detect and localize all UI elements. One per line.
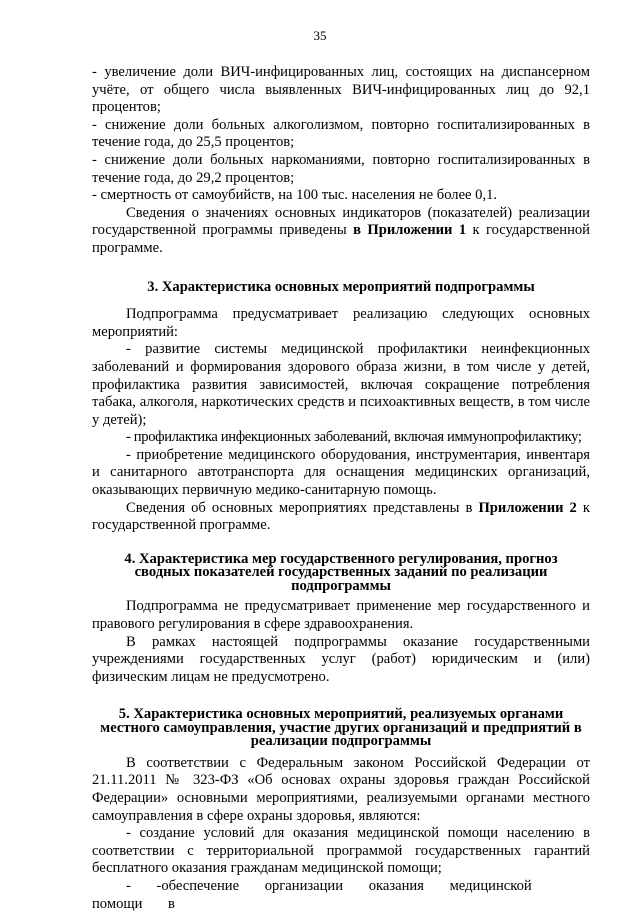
local-measure-item: - создание условий для оказания медицинской помощи населению в соответствии с территориальной программой государственных гарантий бесплатного оказания гражданам медицинской помощи; xyxy=(92,825,590,877)
measure-item: - развитие системы медицинской профилактики неинфекционных заболеваний и формирования здорового образа жизни, в том числе у детей, профилактика развития зависимостей, включая сокращение потребления табака, алкоголя, наркотических средств и психоактивных веществ, в том числе у детей); xyxy=(92,341,590,428)
indicator-item: - снижение доли больных алкоголизмом, повторно госпитализированных в течение года, до 25,5 процентов; xyxy=(92,116,590,151)
section-3-heading: 3. Характеристика основных мероприятий подпрограммы xyxy=(147,278,535,295)
indicators-reference: Сведения о значениях основных индикаторов (показателей) реализации государственной программы приведены в Приложении 1 к государственной программе. xyxy=(92,204,590,256)
appendix-2-ref: Приложении 2 xyxy=(478,499,577,516)
section-4-paragraph: Подпрограмма не предусматривает применение мер государственного и правового регулирования в сфере здравоохранения. xyxy=(92,598,590,632)
section-5-heading: 5. Характеристика основных мероприятий, реализуемых органами местного самоуправления, участие других организаций и предприятий в реализации подпрограммы xyxy=(100,706,582,750)
section-3-intro: Подпрограмма предусматривает реализацию следующих основных мероприятий: xyxy=(92,306,590,340)
indicator-item: - снижение доли больных наркоманиями, повторно госпитализированных в течение года, до 29,2 процентов; xyxy=(92,151,590,186)
section-4-paragraph: В рамках настоящей подпрограммы оказание государственными учреждениями государственных услуг (работ) юридическим и (или) физическим лицам не предусмотрено. xyxy=(92,633,590,685)
measure-item: - профилактика инфекционных заболеваний, включая иммунопрофилактику; xyxy=(126,429,582,446)
local-measure-item: - -обеспечение организации оказания медицинской помощи в xyxy=(92,877,532,912)
measures-reference: Сведения об основных мероприятиях представлены в Приложении 2 к государственной программе. xyxy=(92,499,590,534)
indicator-item: - смертность от самоубийств, на 100 тыс. населения не более 0,1. xyxy=(92,187,498,204)
indicator-item: - увеличение доли ВИЧ-инфицированных лиц, состоящих на диспансерном учёте, от общего числа выявленных ВИЧ-инфицированных лиц до 92,1 процентов; xyxy=(92,64,590,116)
section-5-paragraph: В соответствии с Федеральным законом Российской Федерации от 21.11.2011 № 323-ФЗ «Об основах охраны здоровья граждан Российской Федерации» основными мероприятиями, реализуемыми органами местного самоуправления в сфере охраны здоровья, являются: xyxy=(92,754,590,824)
appendix-1-ref: в Приложении 1 xyxy=(353,222,467,239)
page-number: 35 xyxy=(313,28,327,43)
page-content xyxy=(92,64,590,913)
measure-item: - приобретение медицинского оборудования, инструментария, инвентаря и санитарного автотранспорта для оснащения медицинских организаций, оказывающих первичную медико-санитарную помощь. xyxy=(92,446,590,499)
section-4-heading: 4. Характеристика мер государственного регулирования, прогноз сводных показателей государственных заданий по реализации подпрограммы xyxy=(124,550,558,594)
